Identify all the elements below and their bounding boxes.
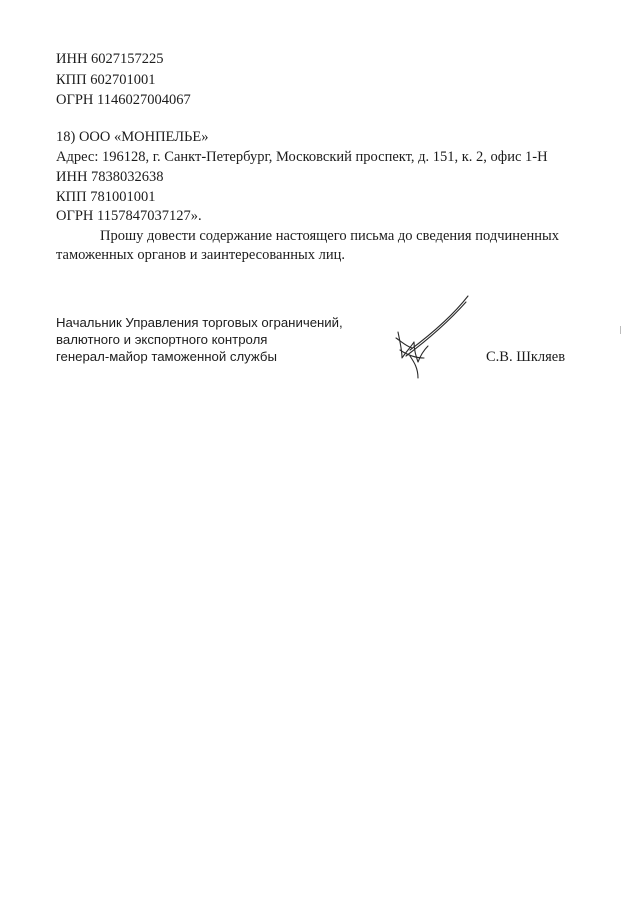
second-entity-address: Адрес: 196128, г. Санкт-Петербург, Московский проспект, д. 151, к. 2, офис 1-Н [56,149,548,165]
signatory-title-line-3: генерал-майор таможенной службы [56,349,277,364]
handwritten-signature [388,292,478,382]
second-entity-inn: ИНН 7838032638 [56,169,164,185]
second-entity-heading: 18) ООО «МОНПЕЛЬЕ» [56,129,209,145]
request-line-2: таможенных органов и заинтересованных лиц. [56,247,345,263]
signatory-title-line-1: Начальник Управления торговых ограничений, [56,315,343,330]
first-entity-ogrn: ОГРН 1146027004067 [56,92,191,108]
request-line-1: Прошу довести содержание настоящего письма до сведения подчиненных [100,228,559,244]
signatory-title-line-2: валютного и экспортного контроля [56,332,268,347]
first-entity-kpp: КПП 602701001 [56,72,156,88]
second-entity-ogrn: ОГРН 1157847037127». [56,208,202,224]
second-entity-kpp: КПП 781001001 [56,189,156,205]
scan-edge-mark [620,326,621,334]
signatory-name: С.В. Шкляев [486,349,566,365]
first-entity-inn: ИНН 6027157225 [56,51,164,67]
